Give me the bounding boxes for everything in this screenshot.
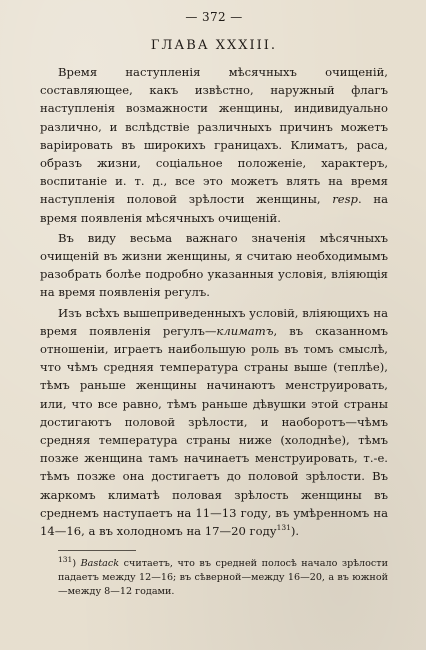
paragraph-3-emphasis-climate: климатъ <box>216 323 274 338</box>
footnote-author: Bastack <box>80 558 120 570</box>
footnote-paren: ) <box>72 558 81 570</box>
paragraph-1-text-1: Время наступленія мѣсячныхъ очищеній, составляющее, какъ извѣстно, наружный флагъ наступленія возмажности женщины, индивидуально различно, и вслѣдствіе различныхъ причинъ можетъ варіировать въ широкихъ границахъ. Климатъ, раса, образъ жизни, соціальное положеніе, характеръ, воспитаніе и. т. д., все это можетъ влять на время наступленія половой зрѣлости женщины, <box>40 65 388 207</box>
paragraph-3-text-3: ). <box>290 524 300 539</box>
footnote-divider <box>58 550 136 551</box>
chapter-title: ГЛАВА XXXIII. <box>150 38 278 53</box>
footnote-text: считаетъ, что въ средней полосѣ начало зрѣлости падаетъ между 12—16; въ сѣверной—между 16—20, а въ южной—между 8—12 годами. <box>58 558 388 598</box>
chapter-body <box>40 63 388 540</box>
page-number: — 372 — <box>185 10 243 24</box>
paragraph-3 <box>40 304 388 541</box>
paragraph-3-text-1: Изъ всѣхъ вышеприведенныхъ условій, вліяющихъ на время появленія регулъ— <box>40 305 388 338</box>
paragraph-1 <box>40 63 388 227</box>
paragraph-2 <box>40 229 388 302</box>
footnote <box>58 557 388 599</box>
footnote-reference: 131 <box>276 523 291 533</box>
footnote-marker: 131 <box>58 555 73 565</box>
paragraph-2-text-1: Въ виду весьма важнаго значенія мѣсячныхъ очищеній въ жизни женщины, я считаю необходимымъ разобрать болѣе подробно указанныя условія, вліяющія на время появленія регулъ. <box>40 230 388 300</box>
paragraph-1-text-2: . на время появленія мѣсячныхъ очищеній. <box>40 192 388 225</box>
paragraph-3-text-2: , въ сказанномъ отношеніи, играетъ наибольшую роль въ томъ смыслѣ, что чѣмъ средняя температура страны выше (теплѣе), тѣмъ раньше женщины начинаютъ менструировать, или, что все равно, тѣмъ раньше дѣвушки этой страны достигаютъ половой зрѣлости, и наоборотъ—чѣмъ средняя температура страны ниже (холоднѣе), тѣмъ позже женщина тамъ начинаетъ менструировать, т.-е. тѣмъ позже она достигаетъ до половой зрѣлости. Въ жаркомъ климатѣ половая зрѣлость женщины въ среднемъ наступаетъ на 11—13 году, въ умѣренномъ на 14—16, а въ холодномъ на 17—20 году <box>40 323 388 539</box>
paragraph-1-emphasis-resp: resp <box>332 192 358 207</box>
page-content <box>40 10 388 599</box>
